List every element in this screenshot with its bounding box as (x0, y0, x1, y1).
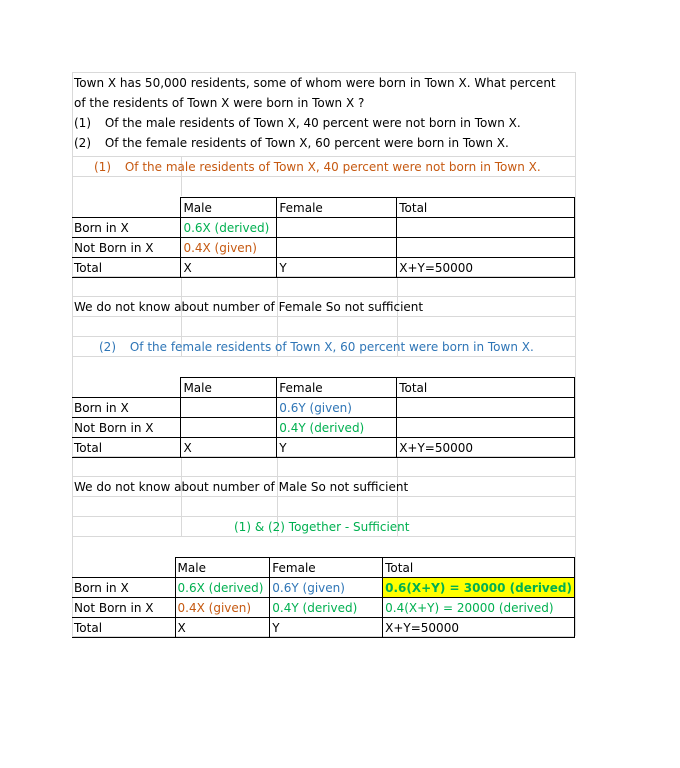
cell-female: 0.6Y (given) (270, 578, 383, 598)
table-row (72, 398, 575, 418)
statement-2-text: Of the female residents of Town X, 60 percent were born in Town X. (104, 136, 509, 150)
table-row (72, 418, 575, 438)
table-corner (72, 558, 175, 578)
cell-total: 0.4(X+Y) = 20000 (derived) (383, 598, 575, 618)
table-row (72, 598, 575, 618)
cell-total (397, 418, 575, 438)
cell-male (181, 418, 277, 438)
table-row (72, 238, 575, 258)
cell-male: X (181, 258, 277, 278)
table-header-row (72, 198, 575, 218)
header-total: Total (397, 378, 575, 398)
section-2-conclusion: We do not know about number of Male So not sufficient (74, 480, 409, 494)
header-female: Female (277, 198, 397, 218)
question-line-2: of the residents of Town X were born in Town X ? (74, 96, 365, 110)
table-header-row (72, 558, 575, 578)
table-row (72, 618, 575, 638)
cell-male: X (181, 438, 277, 458)
cell-male: 0.6X (derived) (175, 578, 270, 598)
cell-male: 0.6X (derived) (181, 218, 277, 238)
row-label: Born in X (72, 398, 181, 418)
cell-male (181, 398, 277, 418)
header-female: Female (270, 558, 383, 578)
cell-total (397, 218, 575, 238)
header-male: Male (181, 378, 277, 398)
row-label: Total (72, 258, 181, 278)
table-row (72, 258, 575, 278)
row-label: Total (72, 618, 175, 638)
row-label: Not Born in X (72, 418, 181, 438)
question-line-1: Town X has 50,000 residents, some of whom were born in Town X. What percent (74, 76, 556, 90)
header-total: Total (383, 558, 575, 578)
cell-female: Y (277, 438, 397, 458)
table-row (72, 218, 575, 238)
row-label: Not Born in X (72, 238, 181, 258)
section-2-heading-text: Of the female residents of Town X, 60 percent were born in Town X. (129, 340, 534, 354)
cell-female (277, 238, 397, 258)
section-1-heading-text: Of the male residents of Town X, 40 percent were not born in Town X. (124, 160, 541, 174)
section-3-heading: (1) & (2) Together - Sufficient (234, 520, 410, 534)
cell-female: 0.6Y (given) (277, 398, 397, 418)
cell-female: Y (277, 258, 397, 278)
cell-total (397, 238, 575, 258)
table-header-row (72, 378, 575, 398)
row-label: Born in X (72, 218, 181, 238)
section-2-heading-number: (2) (99, 340, 116, 354)
statement-2-number: (2) (74, 136, 91, 150)
cell-male: X (175, 618, 270, 638)
table-statement-2 (72, 377, 575, 458)
statement-2 (74, 133, 509, 153)
table-corner (72, 378, 181, 398)
section-1-heading (94, 157, 541, 177)
section-1-heading-number: (1) (94, 160, 111, 174)
section-2-heading (99, 337, 534, 357)
row-label: Not Born in X (72, 598, 175, 618)
table-together (72, 557, 575, 638)
header-male: Male (181, 198, 277, 218)
cell-total-highlighted: 0.6(X+Y) = 30000 (derived) (383, 578, 575, 598)
header-female: Female (277, 378, 397, 398)
cell-female (277, 218, 397, 238)
cell-female: 0.4Y (derived) (270, 598, 383, 618)
statement-1 (74, 113, 521, 133)
header-male: Male (175, 558, 270, 578)
cell-total: X+Y=50000 (397, 438, 575, 458)
table-row (72, 578, 575, 598)
statement-1-number: (1) (74, 116, 91, 130)
cell-female: Y (270, 618, 383, 638)
statement-1-text: Of the male residents of Town X, 40 percent were not born in Town X. (104, 116, 521, 130)
cell-total: X+Y=50000 (397, 258, 575, 278)
cell-total (397, 398, 575, 418)
cell-total: X+Y=50000 (383, 618, 575, 638)
table-statement-1 (72, 197, 575, 278)
table-row (72, 438, 575, 458)
cell-male: 0.4X (given) (181, 238, 277, 258)
section-1-conclusion: We do not know about number of Female So not sufficient (74, 300, 424, 314)
cell-female: 0.4Y (derived) (277, 418, 397, 438)
header-total: Total (397, 198, 575, 218)
table-corner (72, 198, 181, 218)
row-label: Total (72, 438, 181, 458)
cell-male: 0.4X (given) (175, 598, 270, 618)
row-label: Born in X (72, 578, 175, 598)
